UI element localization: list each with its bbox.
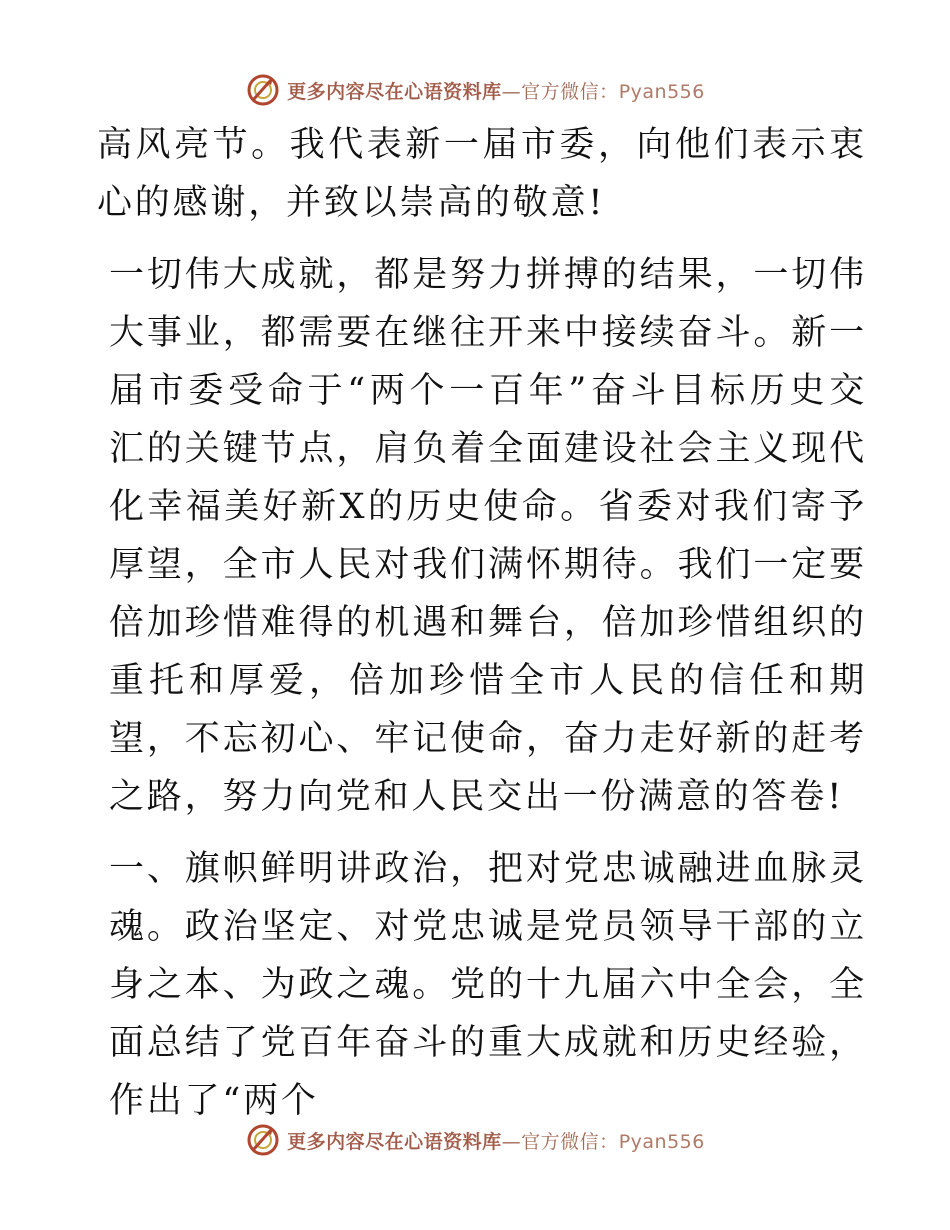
footer-watermark (0, 1118, 950, 1162)
paragraph-2: 一切伟大成就，都是努力拼搏的结果，一切伟大事业，都需要在继往开来中接续奋斗。新一届市委受命于“两个一百年”奋斗目标历史交汇的关键节点，肩负着全面建设社会主义现代化幸福美好新X的历史使命。省委对我们寄予厚望，全市人民对我们满怀期待。我们一定要倍加珍惜难得的机遇和舞台，倍加珍惜组织的重托和厚爱，倍加珍惜全市人民的信任和期望，不忘初心、牢记使命，奋力走好新的赶考之路，努力向党和人民交出一份满意的答卷! (109, 255, 867, 817)
watermark-wechat-id: Pyan556 (618, 80, 705, 103)
logo-icon (245, 1122, 281, 1158)
watermark-separator: — (501, 80, 522, 103)
header-watermark (0, 68, 950, 112)
watermark-wechat-id: Pyan556 (618, 1130, 705, 1153)
logo-icon (245, 72, 281, 108)
paragraph-3: 一、旗帜鲜明讲政治，把对党忠诚融进血脉灵魂。政治坚定、对党忠诚是党员领导干部的立身之本、为政之魂。党的十九届六中全会，全面总结了党百年奋斗的重大成就和历史经验，作出了“两个 (109, 849, 867, 1121)
watermark-site: 更多内容尽在心语资料库 (287, 1130, 502, 1153)
watermark-text (287, 1127, 705, 1154)
watermark-wechat-label: 官方微信： (521, 80, 619, 103)
watermark-separator: — (501, 1130, 522, 1153)
watermark-site: 更多内容尽在心语资料库 (287, 80, 502, 103)
watermark-text (287, 77, 705, 104)
watermark-wechat-label: 官方微信： (521, 1130, 619, 1153)
paragraph-1: 高风亮节。我代表新一届市委，向他们表示衷心的感谢，并致以崇高的敬意! (97, 125, 867, 223)
document-body (97, 116, 867, 1130)
